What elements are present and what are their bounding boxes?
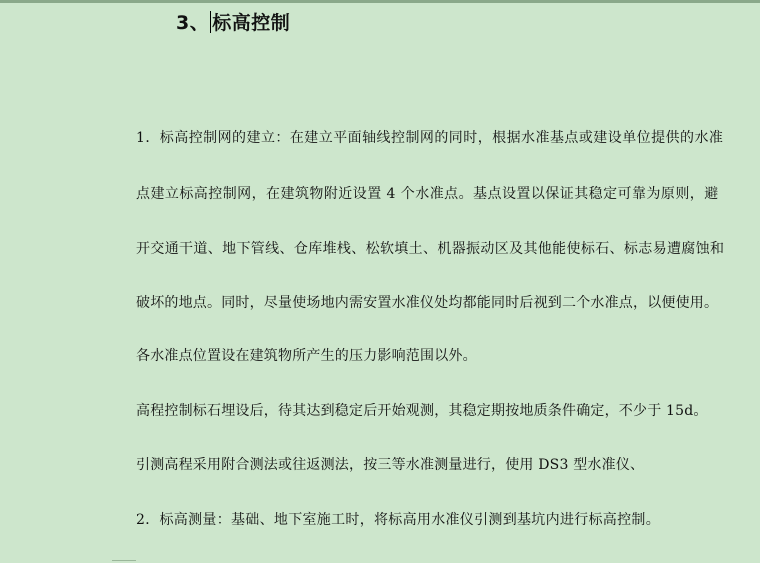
paragraph-line-8: 2．标高测量：基础、地下室施工时，将标高用水准仪引测到基坑内进行标高控制。	[136, 512, 661, 528]
paragraph-line-4: 破坏的地点。同时，尽量使场地内需安置水准仪处均都能同时后视到二个水准点，以便使用。	[136, 295, 719, 311]
paragraph-line-7: 引测高程采用附合测法或往返测法，按三等水准测量进行，使用 DS3 型水准仪、	[136, 457, 645, 473]
section-title: 标高控制	[212, 12, 291, 34]
page-top-border	[0, 0, 760, 3]
bottom-divider	[112, 560, 136, 561]
paragraph-line-2: 点建立标高控制网，在建筑物附近设置 4 个水准点。基点设置以保证其稳定可靠为原则，避	[136, 186, 719, 202]
paragraph-line-6: 高程控制标石埋设后，待其达到稳定后开始观测，其稳定期按地质条件确定，不少于 15d。	[136, 403, 708, 419]
paragraph-line-1: 1．标高控制网的建立：在建立平面轴线控制网的同时，根据水准基点或建设单位提供的水准	[136, 130, 724, 146]
section-number: 3、	[176, 12, 210, 34]
paragraph-line-5: 各水准点位置设在建筑物所产生的压力影响范围以外。	[136, 348, 477, 364]
section-heading	[176, 8, 290, 35]
paragraph-line-3: 开交通干道、地下管线、仓库堆栈、松软填土、机器振动区及其他能使标石、标志易遭腐蚀和	[136, 241, 725, 257]
